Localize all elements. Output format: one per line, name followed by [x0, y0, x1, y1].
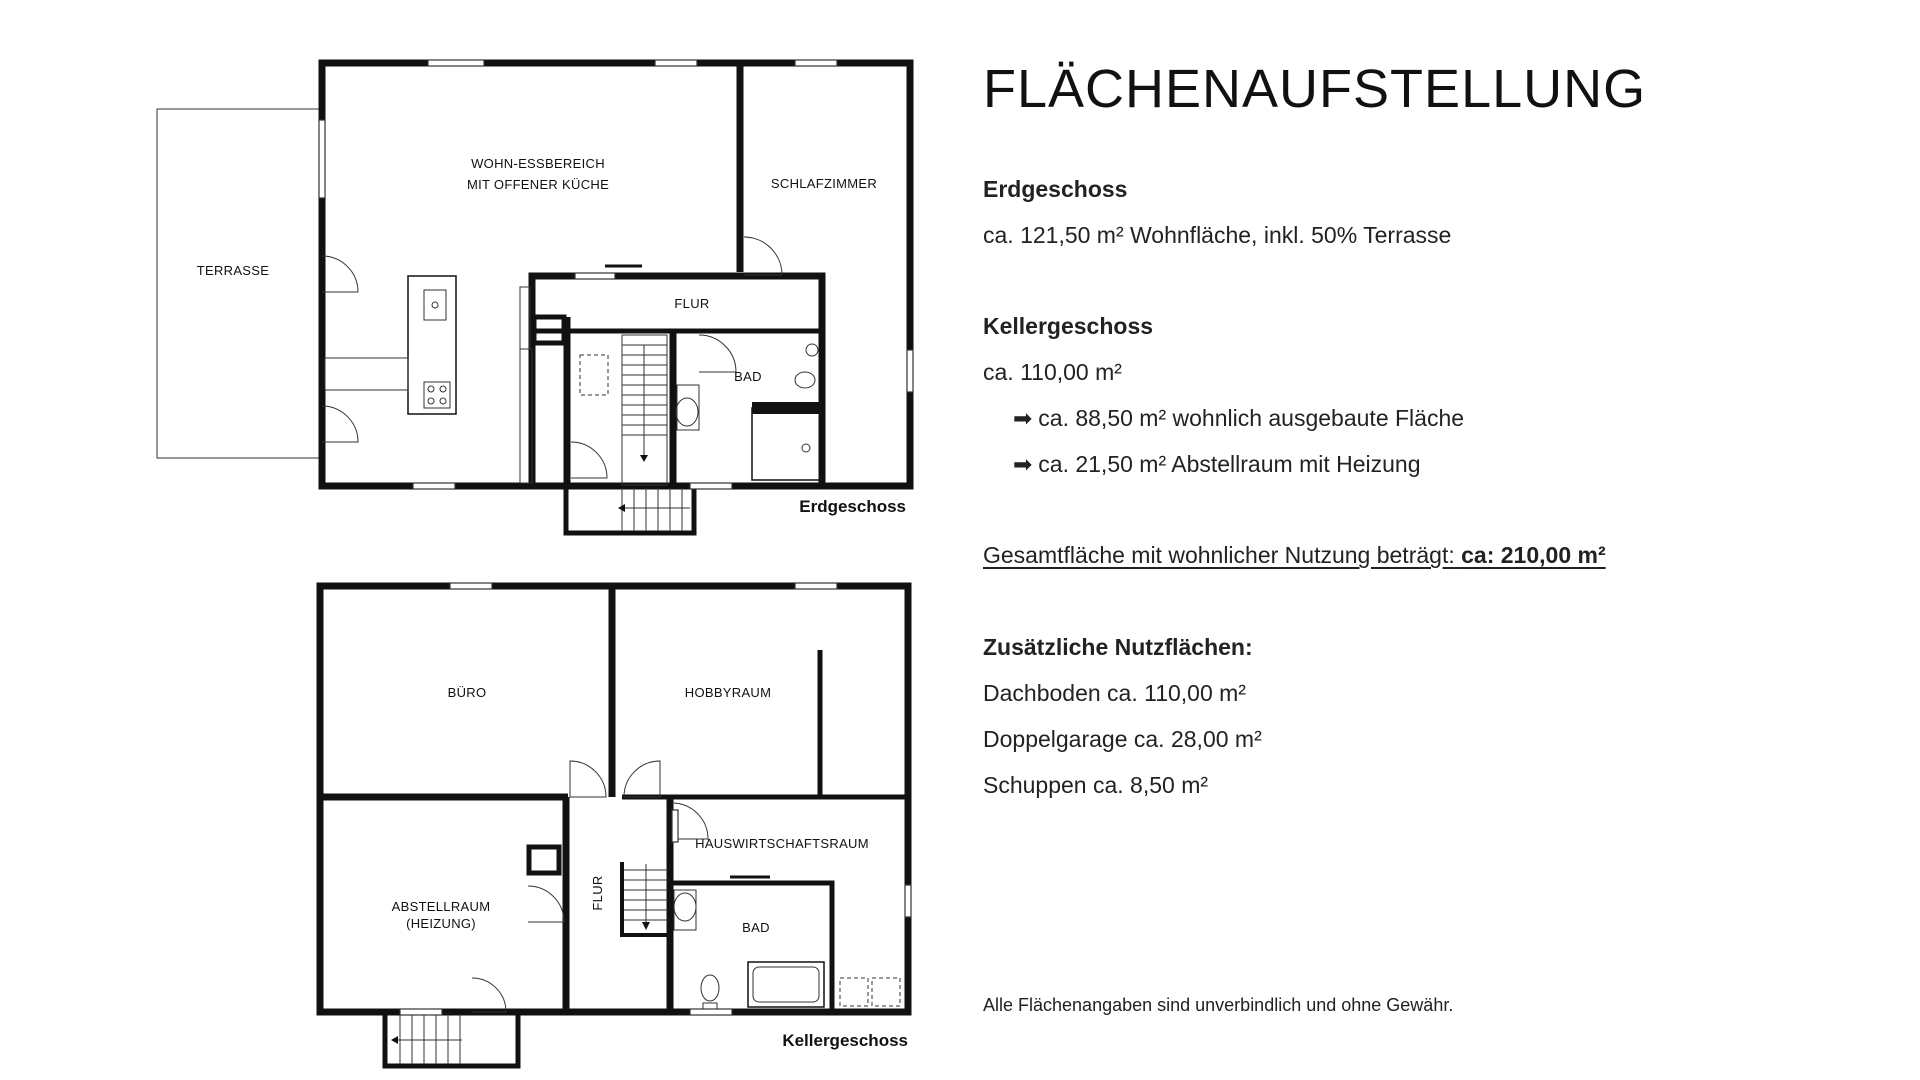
kg-heading: Kellergeschoss [983, 313, 1154, 339]
kg-entrance-steps [385, 1012, 518, 1066]
kg-shaft [529, 847, 559, 873]
arrow-right-icon: ➡ [1013, 405, 1033, 431]
room-hauswirtschaftsraum: HAUSWIRTSCHAFTSRAUM [695, 836, 869, 851]
kg-item-1 [1013, 405, 1464, 432]
floor-label-kellergeschoss: Kellergeschoss [782, 1031, 908, 1050]
room-wohn-line2: MIT OFFENER KÜCHE [466, 177, 610, 192]
room-wohn-line1: WOHN-ESSBEREICH [471, 156, 605, 171]
room-kg-flur: FLUR [590, 875, 605, 911]
room-abstell-line1: ABSTELLRAUM [391, 899, 491, 914]
eg-kitchen [325, 276, 456, 414]
kg-bath-wall [670, 883, 832, 1012]
extra-item: Dachboden ca. 110,00 m² [983, 680, 1246, 706]
eg-bath-fixtures [676, 344, 822, 480]
eg-stairs [622, 335, 667, 485]
extra-item: Doppelgarage ca. 28,00 m² [983, 726, 1262, 752]
kg-bath-fixtures [674, 890, 900, 1009]
extra-item: Schuppen ca. 8,50 m² [983, 772, 1209, 798]
kg-item-1-text: ca. 88,50 m² wohnlich ausgebaute Fläche [1038, 405, 1465, 431]
room-buero: BÜRO [447, 685, 487, 700]
disclaimer: Alle Flächenangaben sind unverbindlich und ohne Gewähr. [983, 995, 1454, 1015]
eg-flur-furniture [580, 355, 608, 395]
room-terrasse: TERRASSE [196, 263, 270, 278]
extra-heading: Zusätzliche Nutzflächen: [983, 634, 1253, 660]
total-area [983, 542, 1606, 569]
kg-stairs [622, 862, 668, 935]
room-abstell-line2: (HEIZUNG) [406, 916, 476, 931]
kellergeschoss-plan [320, 583, 911, 1066]
room-eg-flur: FLUR [674, 296, 710, 311]
kg-item-2 [1013, 451, 1421, 478]
eg-heading: Erdgeschoss [983, 176, 1128, 202]
terrace-outline [157, 109, 320, 458]
kg-item-2-text: ca. 21,50 m² Abstellraum mit Heizung [1038, 451, 1421, 477]
erdgeschoss-plan [157, 60, 913, 533]
kg-area: ca. 110,00 m² [983, 359, 1122, 385]
room-hobbyraum: HOBBYRAUM [684, 685, 772, 700]
room-eg-bad: BAD [734, 369, 762, 384]
room-kg-bad: BAD [742, 920, 770, 935]
eg-entrance-steps [566, 486, 694, 533]
page-title: FLÄCHENAUFSTELLUNG [983, 59, 1647, 119]
eg-area: ca. 121,50 m² Wohnfläche, inkl. 50% Terrasse [983, 222, 1452, 248]
room-schlafzimmer: SCHLAFZIMMER [770, 176, 878, 191]
total-value: ca: 210,00 m² [1461, 542, 1606, 568]
total-label: Gesamtfläche mit wohnlicher Nutzung beträgt: [983, 542, 1455, 568]
floor-label-erdgeschoss: Erdgeschoss [799, 497, 906, 516]
arrow-right-icon: ➡ [1013, 451, 1033, 477]
